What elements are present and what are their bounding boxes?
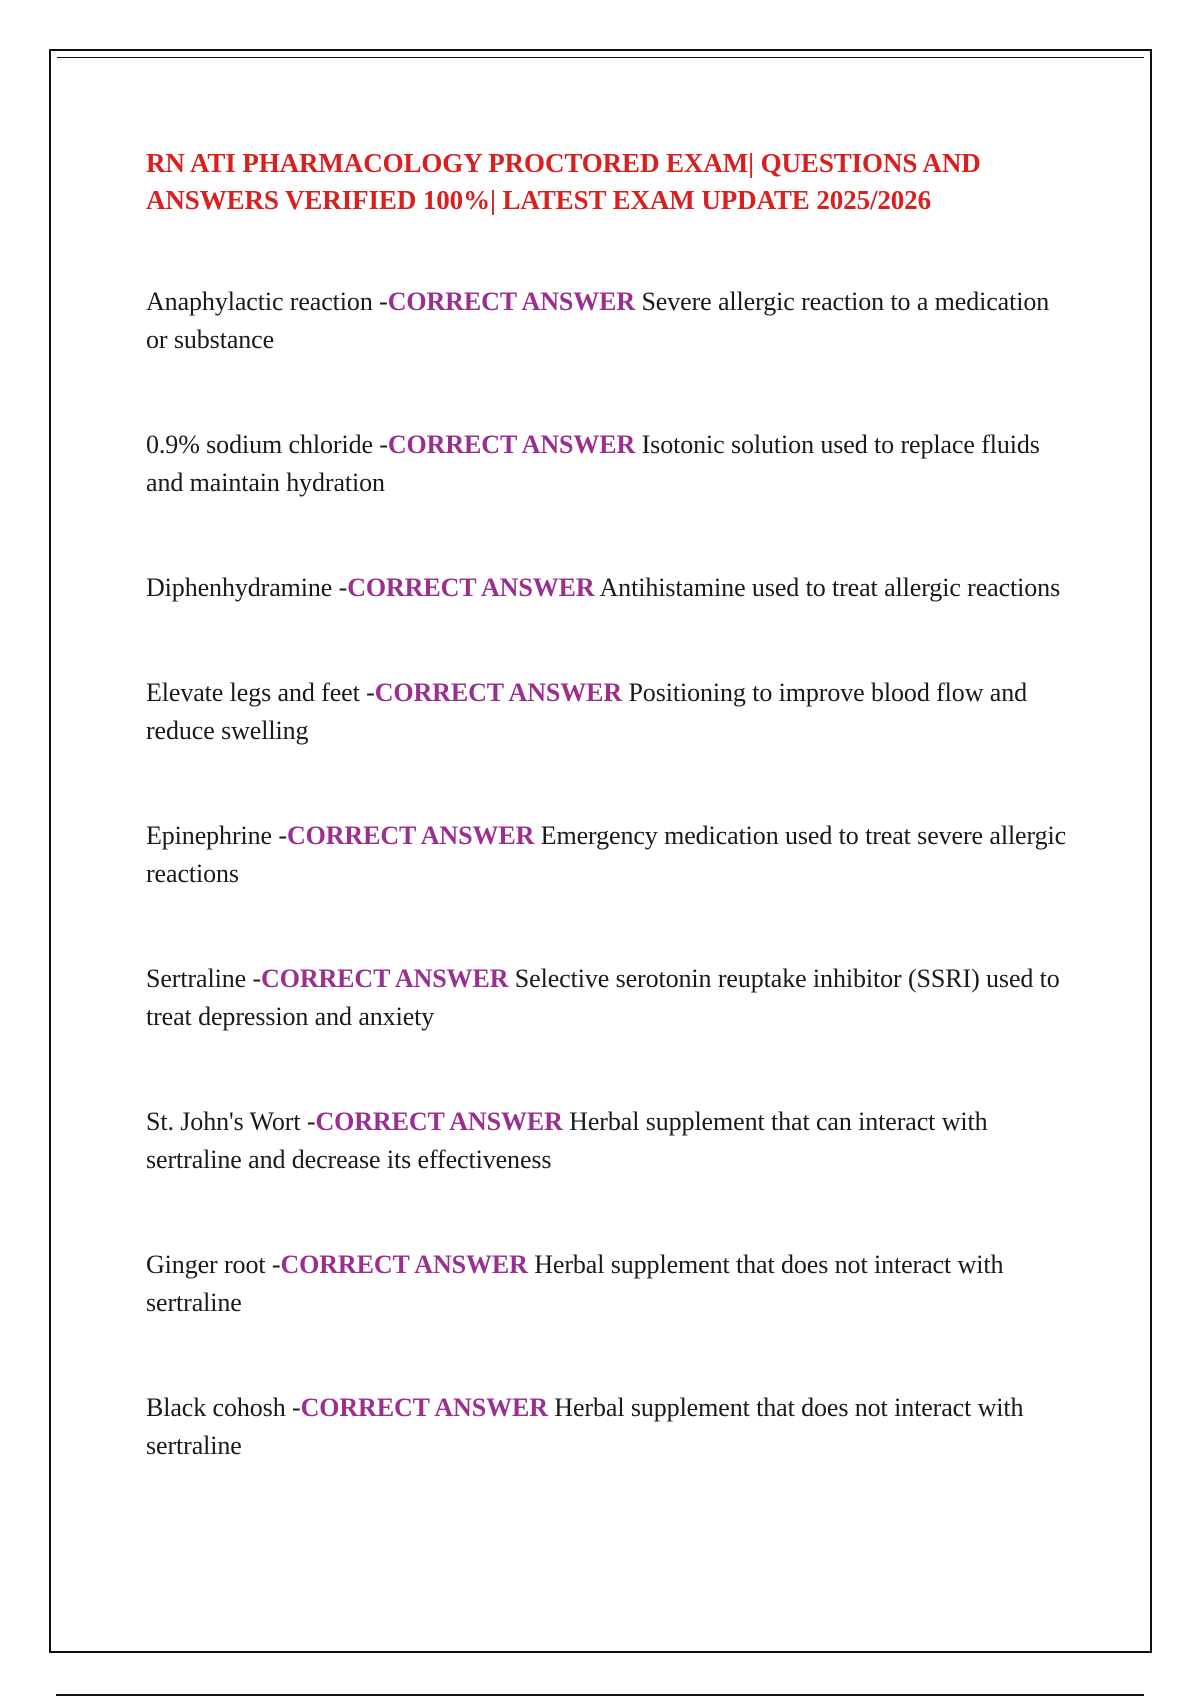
qa-item-elevate-legs [146,674,1076,750]
qa-item-epinephrine [146,817,1076,893]
next-page-top-rule [56,1694,1144,1696]
qa-item-diphenhydramine [146,569,1076,607]
qa-answer: Emergency medication used to treat severe allergic reactions [146,821,1067,888]
qa-item-black-cohosh [146,1389,1076,1465]
qa-answer: Positioning to improve blood flow and reduce swelling [146,678,1028,745]
qa-list [146,283,1076,1465]
qa-item-st-johns-wort [146,1103,1076,1179]
correct-answer-marker: CORRECT ANSWER [387,287,636,316]
correct-answer-marker: CORRECT ANSWER [315,1107,563,1136]
qa-term: Anaphylactic reaction - [146,287,388,316]
qa-answer: Severe allergic reaction to a medication or substance [146,287,1050,354]
document-title: RN ATI PHARMACOLOGY PROCTORED EXAM| QUESTIONS AND ANSWERS VERIFIED 100%| LATEST EXAM UPDATE 2025/2026 [146,148,981,215]
qa-item-sodium-chloride [146,426,1076,502]
qa-answer: Isotonic solution used to replace fluids and maintain hydration [146,430,1040,497]
correct-answer-marker: CORRECT ANSWER [347,573,595,602]
qa-term: Epinephrine - [146,821,287,850]
qa-answer: Antihistamine used to treat allergic reactions [594,573,1061,602]
qa-term: 0.9% sodium chloride - [146,430,388,459]
frame-top-rule [57,57,1144,58]
qa-item-ginger-root [146,1246,1076,1322]
qa-term: St. John's Wort - [146,1107,316,1136]
qa-term: Elevate legs and feet - [146,678,375,707]
qa-term: Diphenhydramine - [146,573,348,602]
correct-answer-marker: CORRECT ANSWER [261,964,509,993]
correct-answer-marker: CORRECT ANSWER [280,1250,528,1279]
qa-answer: Selective serotonin reuptake inhibitor (SSRI) used to treat depression and anxiety [146,964,1060,1031]
qa-item-sertraline [146,960,1076,1036]
qa-answer: Herbal supplement that does not interact with sertraline [146,1393,1024,1460]
correct-answer-marker: CORRECT ANSWER [387,430,636,459]
qa-item-anaphylactic-reaction [146,283,1076,359]
correct-answer-marker: CORRECT ANSWER [300,1393,548,1422]
qa-term: Black cohosh - [146,1393,301,1422]
qa-answer: Herbal supplement that can interact with sertraline and decrease its effectiveness [146,1107,988,1174]
correct-answer-marker: CORRECT ANSWER [374,678,623,707]
correct-answer-marker: CORRECT ANSWER [286,821,535,850]
qa-answer: Herbal supplement that does not interact with sertraline [146,1250,1004,1317]
qa-term: Sertraline - [146,964,262,993]
qa-term: Ginger root - [146,1250,281,1279]
document-content [146,145,1076,1532]
